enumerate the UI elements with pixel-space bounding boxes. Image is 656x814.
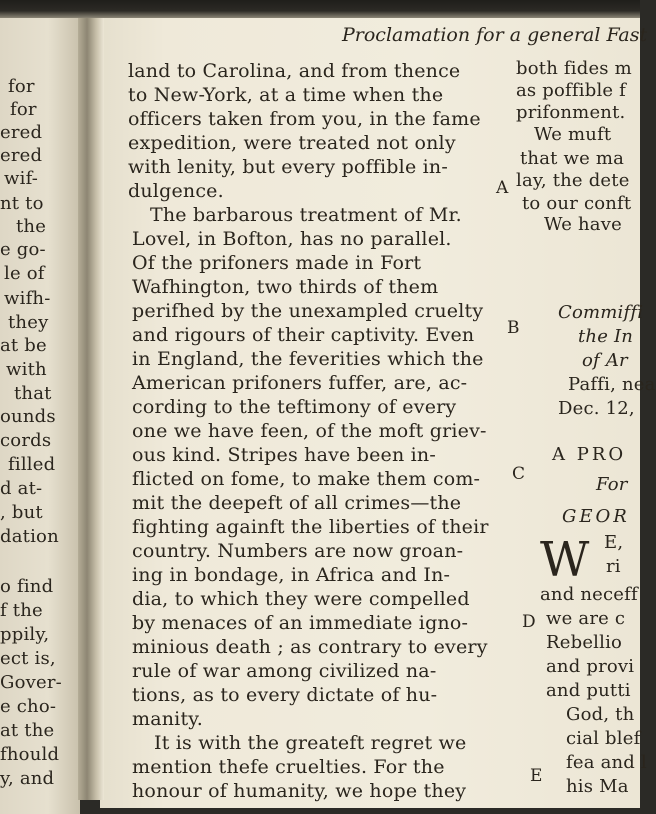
left-line: with bbox=[6, 359, 47, 380]
body-line: tions, as to every dictate of hu- bbox=[132, 684, 438, 706]
body-line: ing in bondage, in Africa and In- bbox=[132, 564, 451, 586]
margin-letter: A bbox=[496, 178, 509, 198]
body-line: by menaces of an immediate igno- bbox=[132, 612, 469, 634]
body-line: cording to the teftimony of every bbox=[132, 396, 457, 418]
left-line: the bbox=[16, 216, 47, 237]
body-line: officers taken from you, in the fame bbox=[128, 108, 481, 130]
left-line: filled bbox=[8, 454, 56, 475]
body-line: expedition, were treated not only bbox=[128, 132, 456, 154]
right-line: God, th bbox=[566, 704, 635, 725]
right-line: and putti bbox=[546, 680, 631, 701]
right-line: lay, the dete bbox=[516, 170, 630, 191]
signature-line: Commiffi bbox=[558, 302, 644, 323]
left-line: that bbox=[14, 383, 52, 404]
right-line: both fides m bbox=[516, 58, 632, 79]
right-line: cial blef bbox=[566, 728, 641, 749]
body-line: mention thefe cruelties. For the bbox=[132, 756, 445, 778]
right-line: to our conft bbox=[522, 193, 632, 214]
right-line: we are c bbox=[546, 608, 626, 629]
left-line: f the bbox=[0, 600, 43, 621]
right-line: that we ma bbox=[520, 148, 625, 169]
left-line: ounds bbox=[0, 406, 56, 427]
body-line: one we have feen, of the moft griev- bbox=[132, 420, 487, 442]
right-line: his Ma bbox=[566, 776, 629, 797]
proclamation-title: A PRO bbox=[552, 444, 627, 465]
left-line: for bbox=[10, 99, 37, 120]
drop-cap: W bbox=[540, 532, 590, 588]
left-line: , but bbox=[0, 502, 43, 523]
left-line: Gover- bbox=[0, 672, 62, 693]
body-line: dulgence. bbox=[128, 180, 224, 202]
left-line: wifh- bbox=[4, 288, 51, 309]
left-line: dation bbox=[0, 526, 59, 547]
george-line: GEOR bbox=[562, 506, 630, 527]
body-line: to New-York, at a time when the bbox=[128, 84, 444, 106]
right-line: We have bbox=[544, 214, 622, 235]
body-line: flicted on fome, to make them com- bbox=[132, 468, 481, 490]
right-line: Rebellio bbox=[546, 632, 623, 653]
left-line: e cho- bbox=[0, 696, 57, 717]
right-line: and neceff bbox=[540, 584, 638, 605]
left-line: e go- bbox=[0, 239, 46, 260]
margin-letter: D bbox=[522, 612, 536, 632]
body-line: American prifoners fuffer, are, ac- bbox=[132, 372, 468, 394]
right-line: fea and l bbox=[566, 752, 647, 773]
body-line: perifhed by the unexampled cruelty bbox=[132, 300, 484, 322]
body-line: country. Numbers are now groan- bbox=[132, 540, 464, 562]
right-line: as poffible f bbox=[516, 80, 627, 101]
body-line: manity. bbox=[132, 708, 203, 730]
margin-letter: E bbox=[530, 766, 543, 786]
for-line: For bbox=[596, 474, 628, 495]
left-line: at the bbox=[0, 720, 55, 741]
signature-line: Paffi, nea bbox=[568, 374, 656, 395]
body-line: Of the prifoners made in Fort bbox=[132, 252, 422, 274]
left-line: they bbox=[8, 312, 49, 333]
body-line: Wafhington, two thirds of them bbox=[132, 276, 439, 298]
body-line: The barbarous treatment of Mr. bbox=[150, 204, 462, 226]
left-line: ppily, bbox=[0, 624, 50, 645]
signature-line: Dec. 12, bbox=[558, 398, 635, 419]
body-line: and rigours of their captivity. Even bbox=[132, 324, 475, 346]
left-line: ered bbox=[0, 145, 43, 166]
top-edge-shadow bbox=[0, 0, 640, 18]
left-line: for bbox=[8, 76, 35, 97]
page-gutter bbox=[78, 0, 104, 800]
right-line: We muft bbox=[534, 124, 612, 145]
body-line: rule of war among civilized na- bbox=[132, 660, 437, 682]
right-line: E, bbox=[604, 532, 624, 553]
left-line: le of bbox=[4, 263, 45, 284]
body-line: with lenity, but every poffible in- bbox=[128, 156, 448, 178]
left-line: ered bbox=[0, 122, 43, 143]
left-line: at be bbox=[0, 335, 47, 356]
body-line: land to Carolina, and from thence bbox=[128, 60, 461, 82]
body-line: ous kind. Stripes have been in- bbox=[132, 444, 436, 466]
right-line: and provi bbox=[546, 656, 635, 677]
running-header: Proclamation for a general Fast bbox=[342, 24, 648, 46]
left-line: wif- bbox=[4, 168, 39, 189]
body-line: Lovel, in Bofton, has no parallel. bbox=[132, 228, 452, 250]
left-line: d at- bbox=[0, 478, 43, 499]
margin-letter: C bbox=[512, 464, 526, 484]
body-line: honour of humanity, we hope they bbox=[132, 780, 467, 802]
left-line: nt to bbox=[0, 193, 44, 214]
left-line: y, and bbox=[0, 768, 55, 789]
left-line: fhould bbox=[0, 744, 60, 765]
signature-line: the In bbox=[578, 326, 634, 347]
right-line: ri bbox=[606, 556, 621, 577]
left-line: cords bbox=[0, 430, 52, 451]
margin-letter: B bbox=[507, 318, 520, 338]
left-line: o find bbox=[0, 576, 54, 597]
body-line: minious death ; as contrary to every bbox=[132, 636, 488, 658]
body-line: mit the deepeft of all crimes—the bbox=[132, 492, 462, 514]
body-line: in England, the feverities which the bbox=[132, 348, 484, 370]
body-line: fighting againft the liberties of their bbox=[132, 516, 489, 538]
right-line: prifonment. bbox=[516, 102, 626, 123]
body-line: dia, to which they were compelled bbox=[132, 588, 470, 610]
signature-line: of Ar bbox=[582, 350, 628, 371]
body-line: It is with the greateft regret we bbox=[154, 732, 467, 754]
left-line: ect is, bbox=[0, 648, 56, 669]
